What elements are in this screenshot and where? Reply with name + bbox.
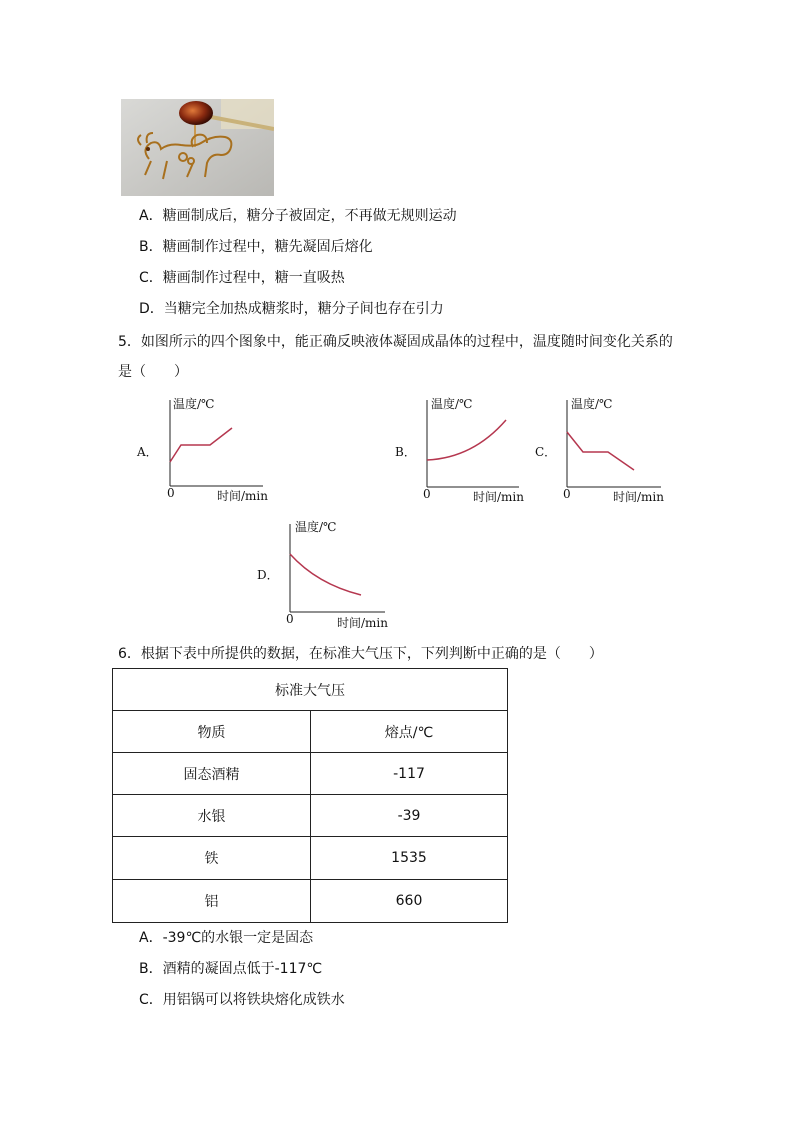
graph-c-xlabel: 时间/min (613, 490, 664, 504)
graph-d-ylabel: 温度/℃ (295, 520, 337, 534)
melting-point-table (112, 668, 508, 923)
graph-c (533, 390, 683, 508)
q6-stem: 6．根据下表中所提供的数据，在标准大气压下，下列判断中正确的是（ ） (118, 646, 603, 662)
graph-c-letter: C． (535, 445, 557, 459)
q4-option-d: D．当糖完全加热成糖浆时，糖分子间也存在引力 (139, 301, 444, 317)
table-header-row (113, 711, 508, 753)
q5-stem-line2: 是（ ） (118, 364, 188, 380)
graph-b-origin: 0 (423, 487, 431, 501)
table-cell: 水银 (113, 795, 311, 837)
graph-b-xlabel: 时间/min (473, 490, 524, 504)
graph-a-curve (170, 428, 232, 462)
graph-a-origin: 0 (167, 486, 175, 500)
table-cell: 固态酒精 (113, 753, 311, 795)
table-cell: 铁 (113, 837, 311, 880)
table-cell: -39 (311, 795, 508, 837)
table-header-substance: 物质 (113, 711, 311, 753)
table-header-melting-point: 熔点/℃ (311, 711, 508, 753)
table-cell: 660 (311, 880, 508, 923)
graph-a-ylabel: 温度/℃ (173, 397, 215, 411)
graph-b-letter: B． (395, 445, 416, 459)
graph-c-origin: 0 (563, 487, 571, 501)
sugar-painting-photo (121, 99, 274, 196)
graph-b (393, 390, 543, 508)
graph-a-letter: A． (137, 445, 158, 459)
graph-c-ylabel: 温度/℃ (571, 397, 613, 411)
q4-option-a: A．糖画制成后，糖分子被固定，不再做无规则运动 (139, 208, 457, 224)
table-cell: -117 (311, 753, 508, 795)
q6-option-b: B．酒精的凝固点低于-117℃ (139, 961, 323, 977)
q5-stem-line1: 5．如图所示的四个图象中，能正确反映液体凝固成晶体的过程中，温度随时间变化关系的 (118, 334, 673, 350)
graph-a-xlabel: 时间/min (217, 489, 268, 503)
table-row (113, 795, 508, 837)
graph-d (255, 512, 405, 630)
graph-d-origin: 0 (286, 612, 294, 626)
graph-b-ylabel: 温度/℃ (431, 397, 473, 411)
table-title: 标准大气压 (113, 669, 508, 711)
q6-option-a: A．-39℃的水银一定是固态 (139, 930, 314, 946)
graph-b-curve (427, 420, 506, 460)
table-cell: 1535 (311, 837, 508, 880)
table-row (113, 753, 508, 795)
graph-d-curve (290, 554, 361, 595)
graph-d-xlabel: 时间/min (337, 616, 388, 630)
table-row (113, 837, 508, 880)
table-row (113, 880, 508, 923)
graph-d-letter: D． (257, 568, 279, 582)
q4-option-b: B．糖画制作过程中，糖先凝固后熔化 (139, 239, 373, 255)
table-cell: 铝 (113, 880, 311, 923)
graph-a (135, 390, 285, 508)
q6-option-c: C．用铝锅可以将铁块熔化成铁水 (139, 992, 345, 1008)
graph-c-curve (567, 432, 634, 470)
q4-option-c: C．糖画制作过程中，糖一直吸热 (139, 270, 345, 286)
